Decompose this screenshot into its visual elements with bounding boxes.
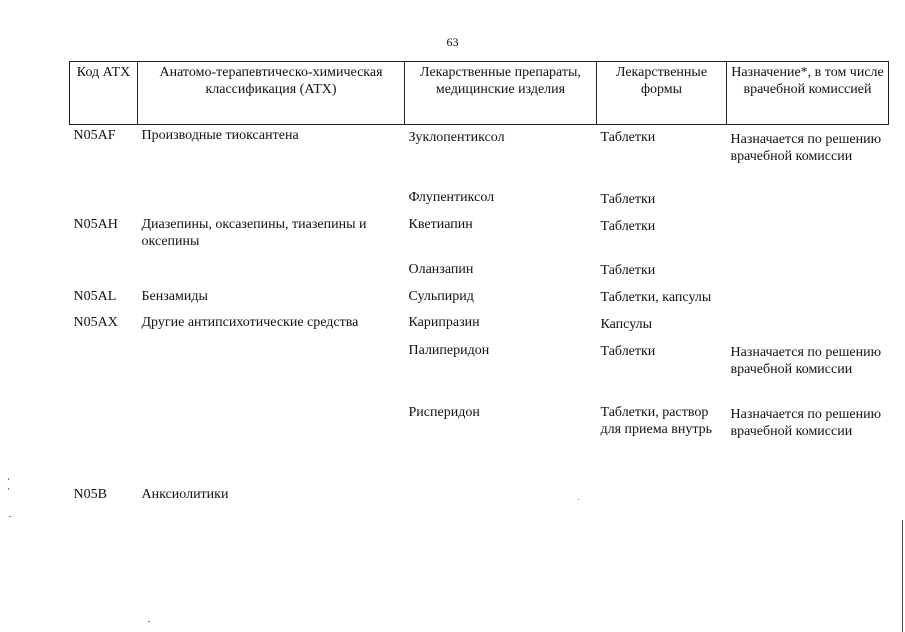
scan-speck [148, 621, 150, 622]
cell-form: Капсулы [600, 316, 652, 332]
cell-code [70, 404, 138, 486]
cell-code: N05AF [73, 128, 116, 143]
header-purpose: Назначение*, в том числе врачебной комиссией [727, 62, 889, 125]
cell-code [70, 342, 138, 404]
cell-drug: Флупентиксол [408, 189, 495, 205]
table-header-row [70, 62, 889, 125]
cell-code: N05AX [73, 314, 118, 330]
cell-purpose [727, 286, 889, 314]
cell-drug: Сульпирид [408, 288, 474, 304]
cell-code: N05B [73, 486, 107, 502]
cell-drug: Оланзапин [408, 261, 474, 277]
header-code: Код АТХ [70, 62, 138, 125]
cell-drug: Рисперидон [408, 404, 480, 420]
cell-purpose [727, 259, 889, 286]
cell-classification: Производные тиоксантена [141, 128, 299, 143]
table-row [70, 314, 889, 342]
scan-speck [8, 478, 9, 480]
cell-form: Таблетки, раствор для приема внутрь [600, 404, 713, 437]
cell-purpose: Назначается по решению врачебной комиссии [730, 344, 882, 377]
table-row [70, 259, 889, 286]
cell-form: Таблетки [600, 191, 656, 207]
cell-classification [138, 404, 405, 486]
table-row [70, 125, 889, 187]
cell-form: Таблетки [600, 130, 656, 145]
page-number: 63 [446, 35, 459, 49]
cell-code [70, 259, 138, 286]
header-drugs: Лекарственные препараты, медицинские изделия [405, 62, 597, 125]
cell-drug: Палиперидон [408, 342, 490, 358]
cell-classification [138, 187, 405, 214]
table-row [70, 286, 889, 314]
cell-purpose: Назначается по решению врачебной комиссии [730, 132, 882, 164]
cell-purpose [727, 187, 889, 214]
cell-form: Таблетки [600, 218, 656, 234]
table-row [70, 404, 889, 486]
cell-drug [405, 486, 597, 506]
cell-form: Таблетки [600, 262, 656, 278]
scan-edge-line [902, 520, 903, 632]
cell-drug: Карипразин [408, 314, 480, 330]
cell-drug: Кветиапин [408, 216, 473, 232]
table-row [70, 214, 889, 259]
table-row [70, 342, 889, 404]
header-atc-classification: Анатомо-терапевтическо-химическая классификация (АТХ) [138, 62, 405, 125]
cell-classification: Анксиолитики [141, 486, 229, 502]
scan-speck [9, 516, 11, 517]
header-forms: Лекарственные формы [597, 62, 727, 125]
cell-classification: Другие антипсихотические средства [141, 314, 359, 330]
cell-classification: Бензамиды [141, 288, 208, 304]
cell-purpose [727, 314, 889, 342]
cell-form [597, 486, 727, 506]
drug-table [69, 61, 889, 506]
cell-code: N05AH [73, 216, 118, 232]
cell-purpose [727, 214, 889, 259]
cell-purpose: Назначается по решению врачебной комиссии [730, 406, 882, 439]
cell-form: Таблетки [600, 343, 656, 359]
cell-code [70, 187, 138, 214]
scan-speck [578, 499, 579, 500]
cell-classification [138, 259, 405, 286]
scan-speck [8, 488, 9, 490]
cell-drug: Зуклопентиксол [408, 130, 505, 145]
cell-classification: Диазепины, оксазепины, тиазепины и оксепины [141, 216, 367, 249]
cell-form: Таблетки, капсулы [600, 289, 712, 305]
table-row [70, 187, 889, 214]
cell-classification [138, 342, 405, 404]
cell-purpose [727, 486, 889, 506]
table-row [70, 486, 889, 506]
cell-code: N05AL [73, 288, 117, 304]
